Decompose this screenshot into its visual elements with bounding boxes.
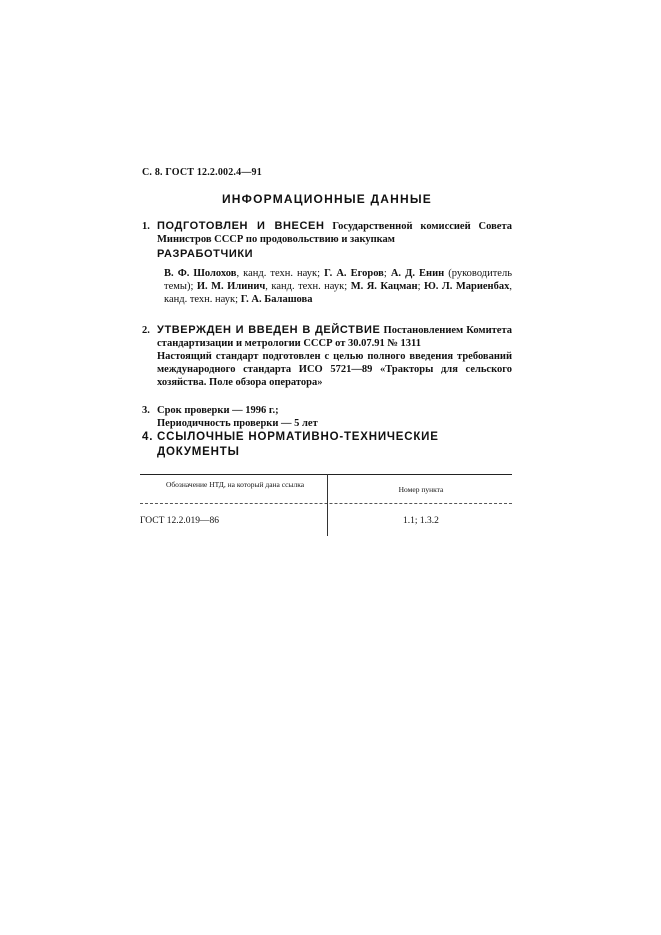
developer-note: ; [417,281,424,292]
developer-name: Г. А. Балашова [240,294,313,305]
section-2-lead: УТВЕРЖДЕН И ВВЕДЕН В ДЕЙСТВИЕ [157,324,381,336]
developer-note: ; [383,268,391,279]
section-4-text: ССЫЛОЧНЫЕ НОРМАТИВНО-ТЕХНИЧЕСКИЕ ДОКУМЕНТЫ [157,431,439,458]
developer-name: В. Ф. Шолохов [164,268,237,279]
section-1-lead: ПОДГОТОВЛЕН И ВНЕСЕН [157,220,325,232]
page-header: С. 8. ГОСТ 12.2.002.4—91 [142,167,262,178]
section-3 [142,404,512,430]
table-header-clause: Номер пункта [398,485,444,494]
table-top-rule [140,474,512,475]
developer-note: , канд. техн. наук; [236,268,325,279]
developer-name: И. М. Илинич [196,281,266,292]
section-3-line-1: Срок проверки — 1996 г.; [157,405,279,416]
section-2-text: Постановлением Комитета стандартизации и метрологии СССР от 30.07.91 № 1311 [157,325,512,349]
section-2-number: 2. [142,325,150,336]
section-1 [142,220,512,246]
developer-note: (руководитель темы); [164,268,512,292]
section-3-number: 3. [142,405,150,416]
section-4 [142,430,512,460]
developer-name: Ю. Л. Мариенбах [423,281,510,292]
developer-name: Г. А. Егоров [324,268,384,279]
section-2 [142,324,512,389]
table-cell-clause: 1.1; 1.3.2 [403,516,439,526]
section-2-note: Настоящий стандарт подготовлен с целью полного введения требований международного стандарта ИСО 5721—89 «Тракторы для сельского хозяйства. Поле обзора оператора» [157,351,512,388]
section-1-text: Государственной комиссией Совета Министров СССР по продовольствию и закупкам [157,221,512,245]
section-4-number: 4. [142,431,154,443]
developer-note: , канд. техн. наук; [164,281,512,305]
section-1-body [157,220,512,246]
developers-list [164,267,512,306]
document-title: ИНФОРМАЦИОННЫЕ ДАННЫЕ [221,192,433,206]
developer-name: А. Д. Енин [390,268,445,279]
table-header-rule [140,503,512,504]
table-cell-document: ГОСТ 12.2.019—86 [140,516,219,526]
section-2-body [157,324,512,350]
developer-name: М. Я. Кацман [350,281,418,292]
table-header-document: Обозначение НТД, на который дана ссылка [165,480,305,489]
section-1-number: 1. [142,221,150,232]
section-3-line-2: Периодичность проверки — 5 лет [157,418,318,429]
table-column-divider [327,474,328,536]
developers-heading: РАЗРАБОТЧИКИ [157,248,254,260]
developer-note: , канд. техн. наук; [265,281,351,292]
